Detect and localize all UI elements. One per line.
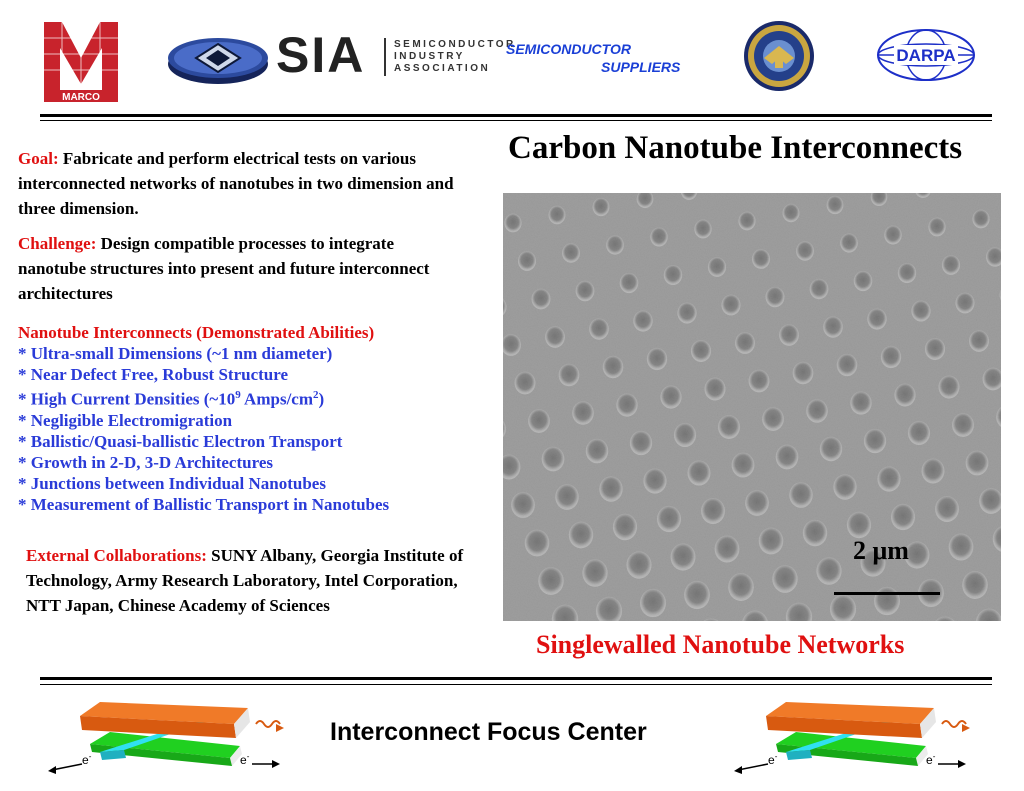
ability-item: * Measurement of Ballistic Transport in Nanotubes — [18, 494, 390, 514]
electron-label-left: e- — [768, 752, 778, 767]
sia-subtitle-line3: ASSOCIATION — [394, 63, 491, 74]
scale-bar — [834, 592, 940, 595]
ability-item: * Growth in 2-D, 3-D Architectures — [18, 452, 273, 472]
footer-divider-thin — [40, 684, 992, 685]
header-divider-thick — [40, 114, 992, 117]
sia-logo — [166, 27, 516, 86]
header-divider-thin — [40, 120, 992, 121]
scale-label: 2 μm — [853, 536, 909, 565]
abilities-list — [18, 322, 389, 515]
department-of-defense-seal — [742, 20, 816, 92]
ability-item: * Ultra-small Dimensions (~1 nm diameter) — [18, 344, 333, 363]
goal-paragraph — [18, 146, 493, 221]
darpa-logo — [876, 28, 976, 82]
marco-logo-text: MARCO — [62, 92, 100, 103]
sia-logo-text: SIA — [276, 27, 366, 83]
electron-label-right: e- — [926, 752, 936, 767]
ability-item: * Ballistic/Quasi-ballistic Electron Transport — [18, 431, 343, 451]
nanotube-junction-diagram-right — [726, 694, 971, 779]
footer-divider-thick — [40, 677, 992, 680]
collaborations-paragraph — [26, 543, 466, 618]
ability-item-current-density: * High Current Densities ($\sim 10^9$ Amps/$cm^2$) — [18, 389, 325, 409]
electron-label-right: e- — [240, 752, 250, 767]
challenge-label: Challenge: — [18, 234, 97, 253]
image-caption: Singlewalled Nanotube Networks — [536, 630, 905, 659]
sia-subtitle-line2: INDUSTRY — [394, 51, 465, 62]
nanotube-junction-diagram-left — [40, 694, 285, 779]
electron-label-left: e- — [82, 752, 92, 767]
semiconductor-line1: SEMICONDUCTOR — [506, 41, 631, 57]
collaborations-label: External Collaborations: — [26, 546, 207, 565]
goal-label: Goal: — [18, 149, 59, 168]
sem-micrograph — [503, 193, 1001, 621]
footer-title: Interconnect Focus Center — [330, 718, 647, 746]
semiconductor-suppliers-logo — [506, 40, 680, 76]
darpa-logo-text: DARPA — [896, 46, 956, 65]
abilities-heading: Nanotube Interconnects (Demonstrated Abilities) — [18, 323, 375, 342]
page-title: Carbon Nanotube Interconnects — [508, 130, 963, 166]
goal-text: Fabricate and perform electrical tests on various interconnected networks of nanotubes in two dimension and three dimension. — [18, 149, 454, 218]
collaborations-text: SUNY Albany, Georgia Institute of Technology, Army Research Laboratory, Intel Corporation, NTT Japan, Chinese Academy of Sciences — [26, 546, 464, 615]
sia-subtitle-line1: SEMICONDUCTOR — [394, 39, 516, 50]
ability-item: * Junctions between Individual Nanotubes — [18, 473, 326, 493]
challenge-text: Design compatible processes to integrate nanotube structures into present and future interconnect architectures — [18, 234, 430, 303]
semiconductor-line2: SUPPLIERS — [601, 59, 681, 75]
ability-item: * Near Defect Free, Robust Structure — [18, 365, 289, 384]
challenge-paragraph — [18, 231, 448, 306]
marco-logo — [40, 18, 122, 104]
ability-item: * Negligible Electromigration — [18, 410, 233, 430]
